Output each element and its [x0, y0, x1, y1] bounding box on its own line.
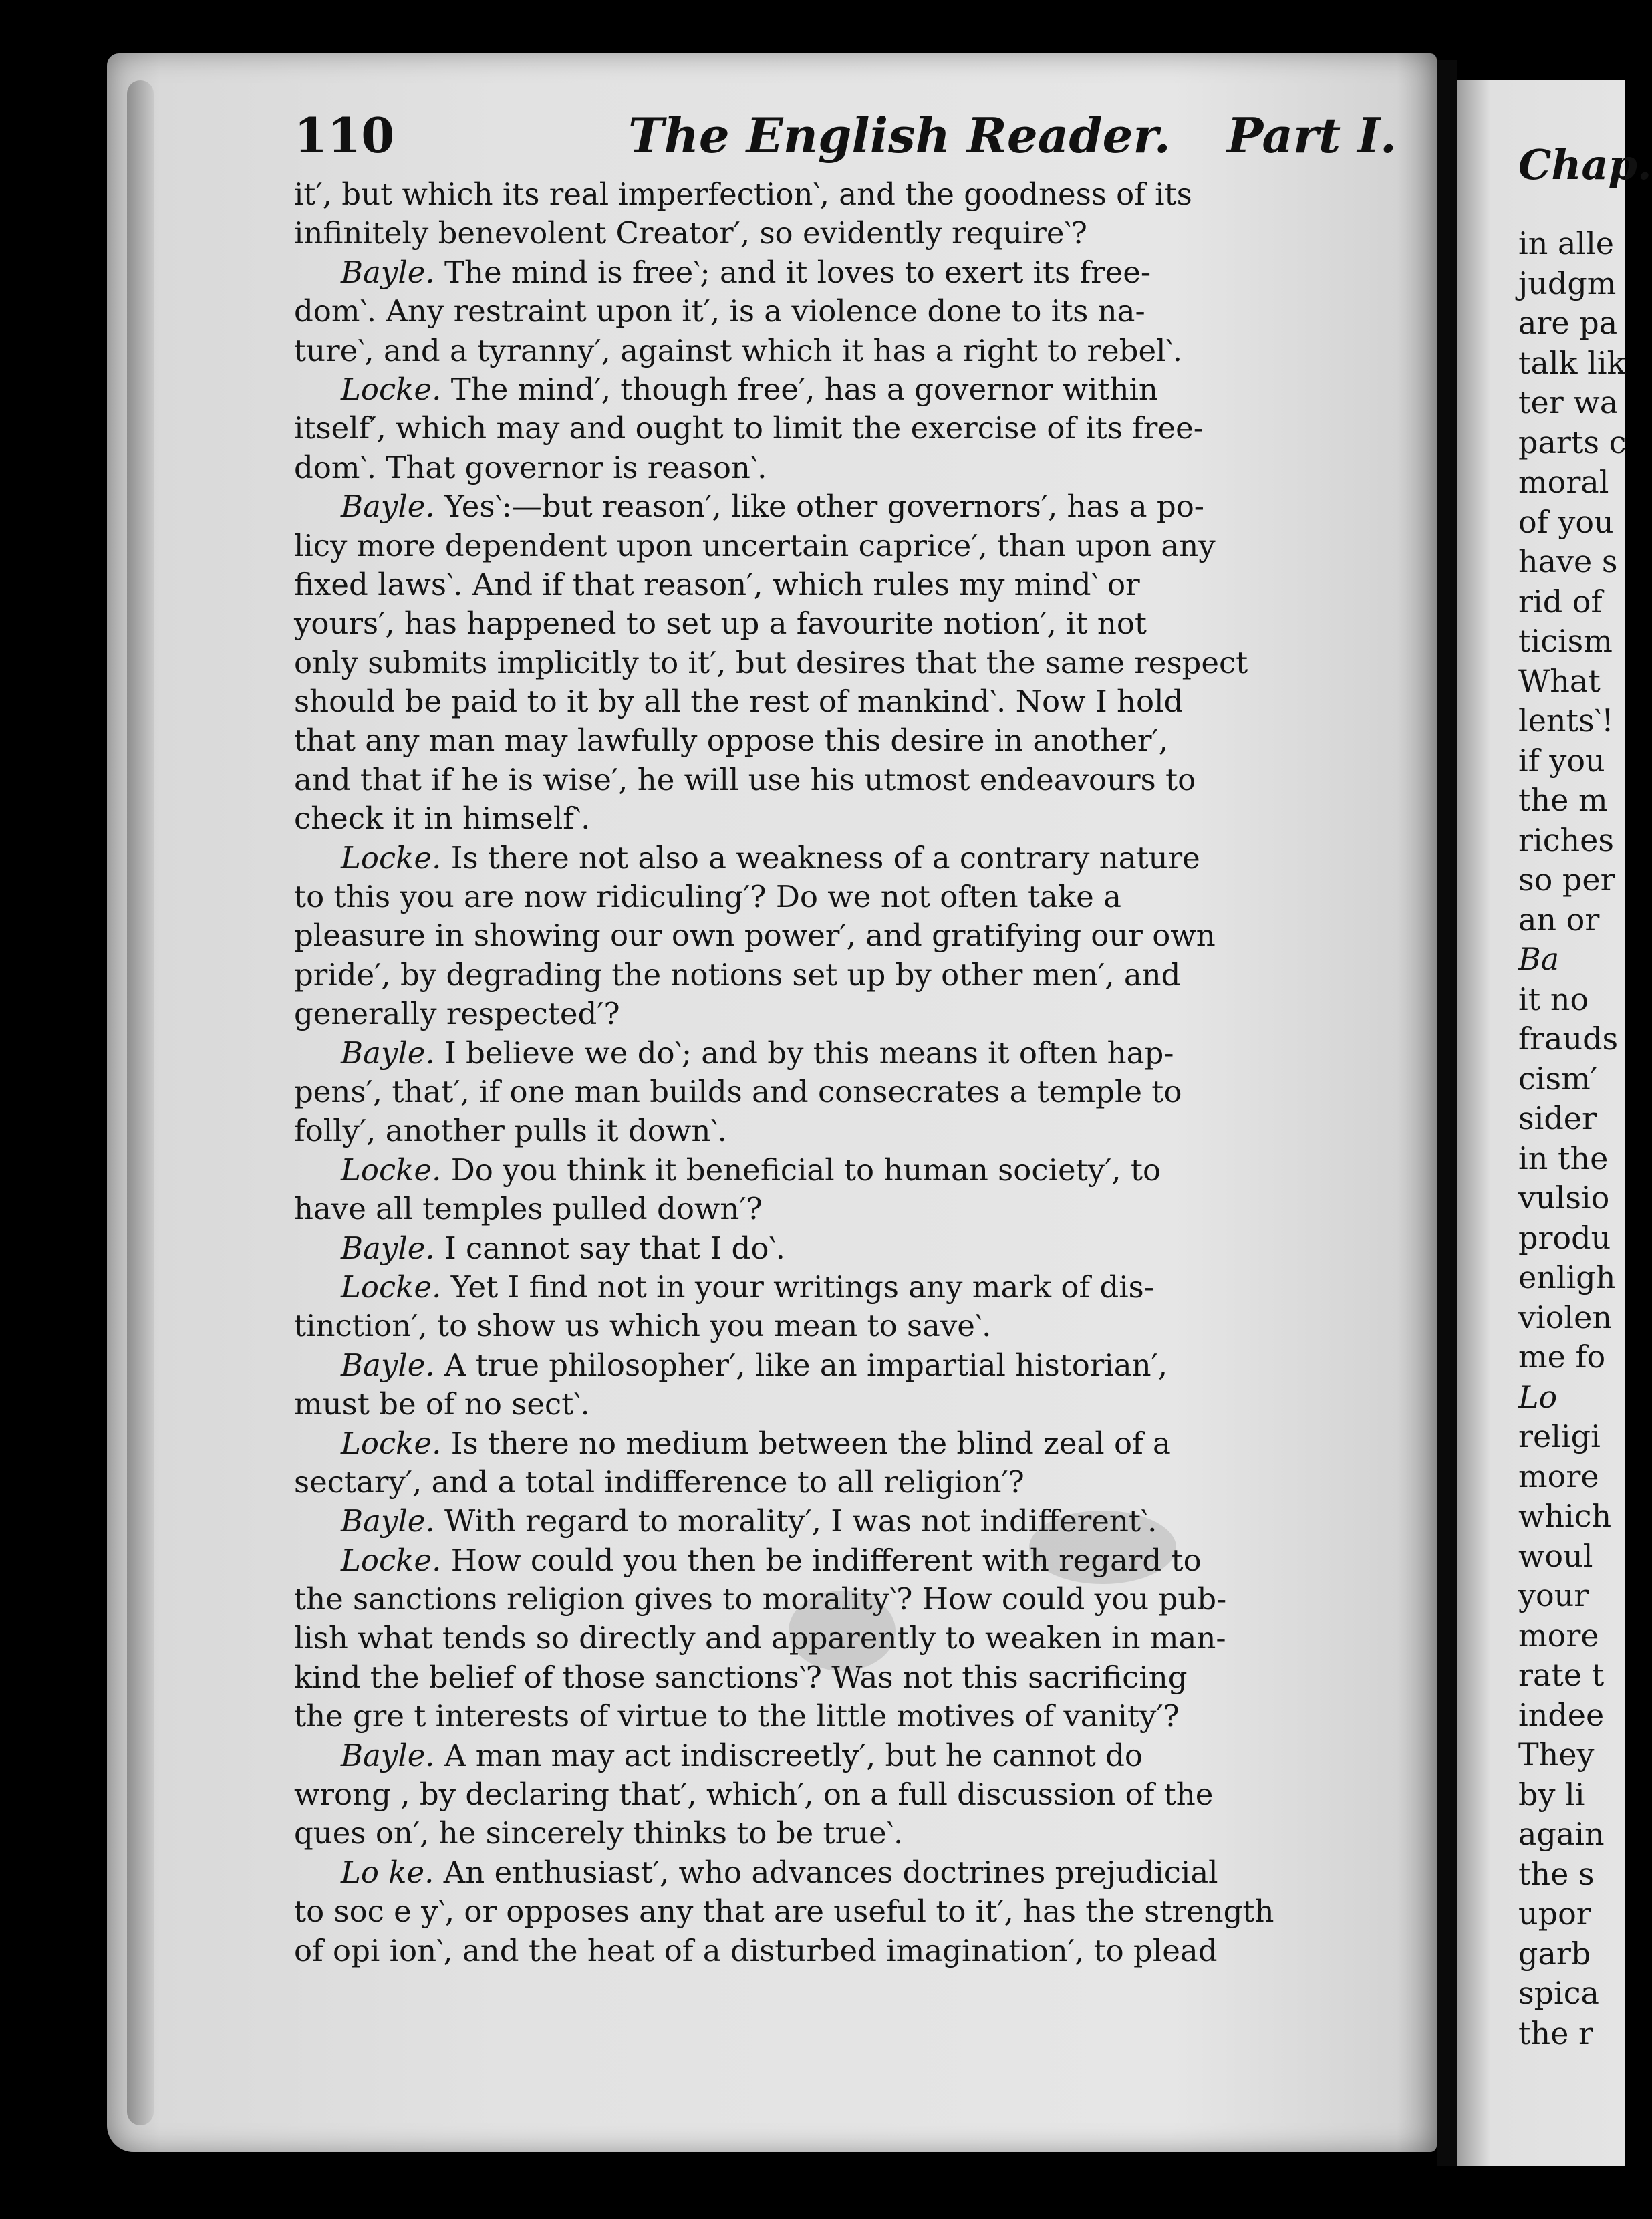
right-page-line: rid of — [1518, 583, 1603, 620]
speaker-name: Locke. — [341, 1152, 442, 1188]
text-line — [294, 1853, 1390, 1892]
right-page-line: the r — [1518, 2014, 1593, 2051]
right-page-line: the s — [1518, 1855, 1595, 1892]
line-text: An enthusiast′, who advances doctrines prejudicial — [434, 1854, 1218, 1890]
text-line — [294, 1892, 1390, 1931]
line-text: only submits implicitly to it′, but desires that the same respect — [294, 644, 1248, 680]
right-page-line: ter wa — [1518, 384, 1619, 420]
text-line — [294, 916, 1390, 955]
text-line — [294, 1346, 1390, 1385]
right-page-line: by li — [1518, 1776, 1585, 1813]
right-page-line: again — [1518, 1816, 1605, 1852]
line-text: the sanctions religion gives to morality‵? How could you pub- — [294, 1581, 1227, 1617]
text-line — [294, 565, 1390, 604]
right-page-line: in alle — [1518, 225, 1615, 261]
text-line — [294, 253, 1390, 292]
line-text: licy more dependent upon uncertain caprice′, than upon any — [294, 527, 1216, 563]
line-text: pride′, by degrading the notions set up by other men′, and — [294, 956, 1181, 993]
line-text: have all temples pulled down′? — [294, 1191, 763, 1227]
right-page-line: They — [1518, 1736, 1595, 1773]
line-text: infinitely benevolent Creator′, so evidently require‵? — [294, 215, 1087, 251]
text-line — [294, 487, 1390, 526]
text-line — [294, 1268, 1390, 1307]
line-text: A true philosopher′, like an impartial historian′, — [434, 1347, 1168, 1383]
line-text: ture‵, and a tyranny′, against which it has a right to rebel‵. — [294, 332, 1183, 368]
text-line — [294, 604, 1390, 643]
line-text: kind the belief of those sanctions‵? Was not this sacrificing — [294, 1659, 1188, 1695]
line-text: The mind is free‵; and it loves to exert its free- — [434, 254, 1151, 290]
line-text: How could you then be indifferent with regard to — [441, 1542, 1202, 1578]
line-text: The mind′, though free′, has a governor within — [441, 371, 1158, 407]
right-page-line: enligh — [1518, 1259, 1616, 1295]
line-text: Is there no medium between the blind zeal of a — [441, 1425, 1171, 1461]
page-number: 110 — [294, 107, 395, 164]
right-page-line: vulsio — [1518, 1180, 1610, 1216]
text-line — [294, 1697, 1390, 1736]
line-text: fixed laws‵. And if that reason′, which rules my mind‵ or — [294, 566, 1140, 602]
text-line — [294, 1463, 1390, 1502]
line-text: Do you think it beneficial to human society′, to — [441, 1152, 1161, 1188]
right-page-header: Chap. — [1518, 140, 1652, 189]
speaker-name: Locke. — [341, 839, 442, 876]
right-page-line: rate t — [1518, 1657, 1605, 1693]
line-text: and that if he is wise′, he will use his utmost endeavours to — [294, 761, 1196, 797]
speaker-name: Locke. — [341, 1269, 442, 1305]
right-page-line: me fo — [1518, 1339, 1606, 1375]
right-page-line: which — [1518, 1498, 1612, 1534]
text-line — [294, 878, 1390, 916]
right-page-line: if you — [1518, 742, 1605, 779]
right-page-line: more — [1518, 1458, 1599, 1494]
text-line — [294, 721, 1390, 760]
right-page-line: lents‵! — [1518, 702, 1614, 739]
text-line — [294, 995, 1390, 1033]
text-line — [294, 799, 1390, 838]
part-label: Part I. — [1227, 107, 1397, 164]
right-page-line: frauds — [1518, 1021, 1619, 1057]
text-line — [294, 1112, 1390, 1150]
right-page-text — [1518, 144, 1626, 2053]
text-line — [294, 175, 1390, 214]
right-page-line: indee — [1518, 1696, 1605, 1733]
text-line — [294, 1229, 1390, 1268]
right-page-line: violen — [1518, 1299, 1612, 1335]
line-text: wrong , by declaring that′, which′, on a full discussion of the — [294, 1777, 1214, 1813]
speaker-name: Locke. — [341, 1425, 442, 1461]
speaker-name: Bayle. — [341, 1503, 435, 1539]
right-page-line: of you — [1518, 503, 1614, 540]
text-line — [294, 1932, 1390, 1970]
right-page-line: talk lik — [1518, 344, 1626, 381]
line-text: must be of no sect‵. — [294, 1386, 590, 1422]
line-text: generally respected′? — [294, 996, 620, 1032]
line-text: pleasure in showing our own power′, and gratifying our own — [294, 918, 1216, 954]
speaker-name: Bayle. — [341, 489, 435, 525]
text-line — [294, 214, 1390, 253]
right-page-line: it no — [1518, 981, 1589, 1017]
line-text: to this you are now ridiculing′? Do we not often take a — [294, 879, 1121, 915]
book-gutter — [1437, 60, 1457, 2166]
text-line — [294, 1190, 1390, 1228]
text-line — [294, 292, 1390, 331]
right-page-line: Lo — [1518, 1378, 1558, 1415]
speaker-name: Locke. — [341, 371, 442, 407]
text-line — [294, 1736, 1390, 1775]
speaker-name: Bayle. — [341, 1230, 435, 1266]
right-page-line: ticism — [1518, 623, 1613, 659]
text-line — [294, 1619, 1390, 1658]
line-text: lish what tends so directly and apparently to weaken in man- — [294, 1620, 1226, 1656]
right-page-line: Ba — [1518, 941, 1560, 977]
speaker-name: Bayle. — [341, 1737, 435, 1773]
running-title: The English Reader. — [628, 107, 1171, 164]
line-text: of opi ion‵, and the heat of a disturbed imagination′, to plead — [294, 1932, 1218, 1968]
line-text: that any man may lawfully oppose this desire in another′, — [294, 723, 1169, 759]
right-page-line: garb — [1518, 1935, 1591, 1972]
right-page-line: in the — [1518, 1140, 1609, 1176]
right-page-line: parts c — [1518, 424, 1627, 461]
right-page-line: upor — [1518, 1896, 1591, 1932]
text-line — [294, 682, 1390, 721]
line-text: With regard to morality′, I was not indifferent‵. — [434, 1503, 1157, 1539]
speaker-name: Locke. — [341, 1542, 442, 1578]
right-page-line: an or — [1518, 901, 1600, 938]
speaker-name: Lo ke. — [341, 1854, 434, 1890]
text-line — [294, 1775, 1390, 1814]
right-page-line: sider — [1518, 1100, 1597, 1136]
line-text: dom‵. That governor is reason‵. — [294, 449, 767, 485]
text-line — [294, 1385, 1390, 1424]
line-text: Yes‵:—but reason′, like other governors′, has a po- — [434, 489, 1205, 525]
right-page-line: more — [1518, 1617, 1599, 1654]
text-line — [294, 1151, 1390, 1190]
right-page-line: the m — [1518, 782, 1608, 818]
left-page-text — [294, 175, 1390, 1970]
speaker-name: Bayle. — [341, 1347, 435, 1383]
line-text: to soc e y‵, or opposes any that are useful to it′, has the strength — [294, 1894, 1274, 1930]
text-line — [294, 332, 1390, 370]
text-line — [294, 1658, 1390, 1697]
line-text: Is there not also a weakness of a contrary nature — [441, 839, 1200, 876]
line-text: should be paid to it by all the rest of mankind‵. Now I hold — [294, 684, 1184, 720]
line-text: yours′, has happened to set up a favourite notion′, it not — [294, 606, 1147, 642]
right-page-line: woul — [1518, 1537, 1593, 1574]
right-page-line: religi — [1518, 1418, 1601, 1454]
page-edge-shadow — [127, 80, 154, 2125]
line-text: sectary′, and a total indifference to all religion′? — [294, 1464, 1024, 1500]
line-text: tinction′, to show us which you mean to save‵. — [294, 1308, 992, 1344]
text-line — [294, 1073, 1390, 1112]
right-page-line: spica — [1518, 1975, 1599, 2011]
line-text: folly′, another pulls it down‵. — [294, 1113, 727, 1149]
right-page-line: judgm — [1518, 265, 1617, 301]
line-text: dom‵. Any restraint upon it′, is a violence done to its na- — [294, 293, 1145, 330]
speaker-name: Bayle. — [341, 1035, 435, 1071]
line-text: check it in himself‵. — [294, 801, 591, 837]
line-text: pens′, that′, if one man builds and consecrates a temple to — [294, 1073, 1182, 1110]
line-text: it′, but which its real imperfection‵, and the goodness of its — [294, 176, 1192, 212]
page-header — [294, 107, 1397, 174]
line-text: itself′, which may and ought to limit the exercise of its free- — [294, 410, 1204, 446]
text-line — [294, 1541, 1390, 1580]
line-text: ques on′, he sincerely thinks to be true‵. — [294, 1815, 904, 1851]
text-line — [294, 761, 1390, 799]
line-text: I believe we do‵; and by this means it often hap- — [434, 1035, 1174, 1071]
line-text: A man may act indiscreetly′, but he cannot do — [434, 1737, 1143, 1773]
right-page-line: What — [1518, 662, 1601, 699]
text-line — [294, 448, 1390, 487]
right-page-line: produ — [1518, 1219, 1611, 1256]
right-page-line: riches — [1518, 821, 1614, 858]
speaker-name: Bayle. — [341, 254, 435, 290]
text-line — [294, 1580, 1390, 1619]
text-line — [294, 1034, 1390, 1073]
text-line — [294, 370, 1390, 409]
line-text: I cannot say that I do‵. — [434, 1230, 785, 1266]
text-line — [294, 644, 1390, 682]
text-line — [294, 839, 1390, 878]
text-line — [294, 1814, 1390, 1853]
right-page-line: moral — [1518, 464, 1609, 500]
text-line — [294, 956, 1390, 995]
right-page-line: have s — [1518, 543, 1618, 579]
line-text: Yet I find not in your writings any mark of dis- — [441, 1269, 1154, 1305]
text-line — [294, 1424, 1390, 1463]
right-page-line: are pa — [1518, 305, 1618, 341]
text-line — [294, 409, 1390, 448]
right-page-line: so per — [1518, 862, 1615, 898]
right-page-line: your — [1518, 1577, 1589, 1613]
text-line — [294, 1502, 1390, 1541]
text-line — [294, 1307, 1390, 1345]
right-page-line: cism′ — [1518, 1060, 1598, 1097]
line-text: the gre t interests of virtue to the little motives of vanity′? — [294, 1698, 1180, 1734]
text-line — [294, 527, 1390, 565]
